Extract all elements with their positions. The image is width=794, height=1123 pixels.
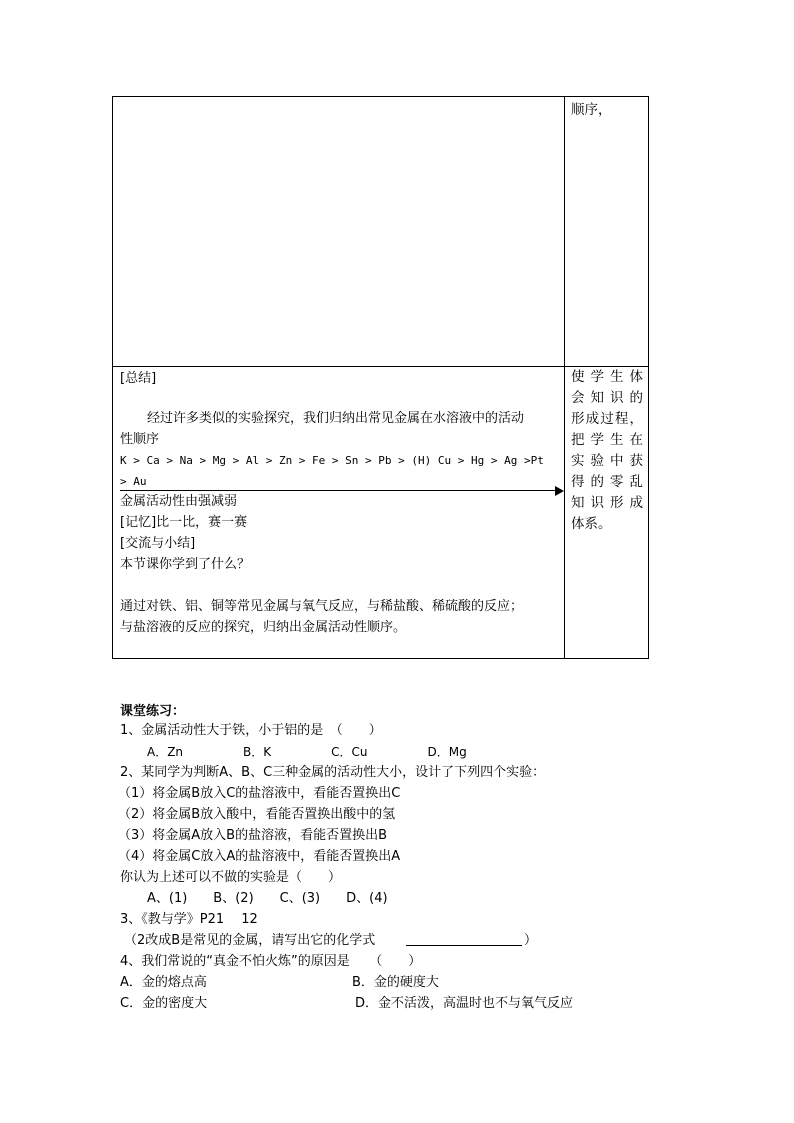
question-2-item: （2）将金属B放入酸中，看能否置换出酸中的氢 — [118, 807, 396, 822]
arrow-caption: 金属活动性由强减弱 — [120, 494, 238, 509]
table-row-divider — [112, 366, 649, 367]
memory-heading: [记忆]比一比，赛一赛 — [120, 515, 248, 530]
exercises-title: 课堂练习： — [120, 704, 186, 719]
top-right-note: 顺序， — [571, 102, 612, 118]
activity-series-line2: > Au — [120, 475, 147, 488]
question-1-options: A．Zn B．K C．Cu D．Mg — [147, 745, 467, 759]
question-3: 3、《教与学》P21 12 — [120, 912, 258, 927]
question-2-options: A、(1) B、(2) C、(3) D、(4) — [147, 891, 388, 906]
side-note-line: 实验中获 — [571, 453, 643, 469]
question-4-option-a: A．金的熔点高 — [120, 975, 207, 990]
reflection-question: 本节课你学到了什么？ — [120, 557, 251, 572]
question-4: 4、我们常说的“真金不怕火炼”的原因是 （ ） — [120, 954, 422, 969]
question-1: 1、金属活动性大于铁，小于铝的是 （ ） — [120, 723, 382, 738]
table-column-divider — [564, 96, 565, 659]
arrow-shaft — [120, 490, 557, 491]
conclusion-line2: 与盐溶液的反应的探究，归纳出金属活动性顺序。 — [120, 620, 407, 635]
activity-series-line1: K > Ca > Na > Mg > Al > Zn > Fe > Sn > Pb > (H) Cu > Hg > Ag >Pt — [120, 454, 544, 467]
question-4-option-d: D．金不活泼，高温时也不与氧气反应 — [355, 996, 574, 1011]
question-2-item: （1）将金属B放入C的盐溶液中，看能否置换出C — [118, 786, 401, 801]
summary-heading: [总结] — [120, 371, 157, 386]
summary-paragraph-line2: 性顺序 — [120, 432, 160, 447]
question-2: 2、某同学为判断A、B、C三种金属的活动性大小，设计了下列四个实验： — [120, 765, 546, 780]
table-border-left — [112, 96, 113, 659]
answer-blank-line — [406, 945, 522, 946]
side-note-line: 体系。 — [571, 516, 612, 532]
question-4-option-c: C．金的密度大 — [120, 996, 208, 1011]
side-note-line: 知识形成 — [571, 495, 643, 511]
exchange-heading: [交流与小结] — [120, 536, 196, 551]
side-note-line: 得的零乱 — [571, 474, 643, 490]
arrow-head-icon — [555, 486, 564, 496]
table-border-top — [112, 96, 649, 97]
conclusion-line1: 通过对铁、铝、铜等常见金属与氧气反应，与稀盐酸、稀硫酸的反应； — [120, 599, 524, 614]
table-border-bottom — [112, 658, 649, 659]
table-border-right — [648, 96, 649, 659]
question-2-item: （4）将金属C放入A的盐溶液中，看能否置换出A — [118, 849, 401, 864]
question-3-note-end: ） — [524, 933, 538, 948]
summary-paragraph-line1: 经过许多类似的实验探究，我们归纳出常见金属在水溶液中的活动 — [147, 411, 525, 426]
side-note-line: 把学生在 — [571, 432, 643, 448]
question-3-note: （2改成B是常见的金属，请写出它的化学式 — [124, 933, 376, 948]
side-note-line: 形成过程， — [571, 411, 643, 427]
side-note-line: 会知识的 — [571, 390, 643, 406]
question-2-ask: 你认为上述可以不做的实验是（ ） — [120, 870, 342, 885]
question-4-option-b: B．金的硬度大 — [352, 975, 439, 990]
question-2-item: （3）将金属A放入B的盐溶液，看能否置换出B — [118, 828, 388, 843]
side-note-line: 使学生体 — [571, 369, 643, 385]
side-note — [571, 367, 643, 535]
